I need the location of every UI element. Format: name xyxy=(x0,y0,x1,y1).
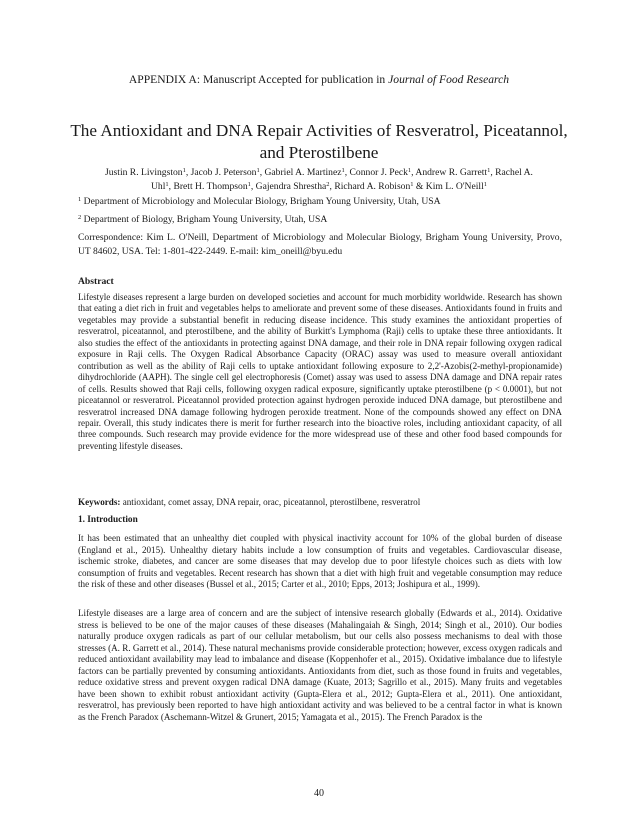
affiliation-1 xyxy=(78,195,562,208)
introduction-heading: 1. Introduction xyxy=(78,515,138,525)
author-affiliation-mark: 1 xyxy=(256,167,260,174)
author: , Gabriel A. Martinez xyxy=(259,167,342,178)
keywords-label: Keywords: xyxy=(78,497,121,507)
author-affiliation-mark: 2 xyxy=(326,180,330,188)
author-affiliation-mark: 1 xyxy=(165,180,169,188)
author: , Andrew R. Garrett xyxy=(411,167,488,178)
author-affiliation-mark: 1 xyxy=(410,180,414,188)
author-affiliation-mark: 1 xyxy=(182,167,186,174)
page-number: 40 xyxy=(314,788,324,799)
introduction-paragraph-2: Lifestyle diseases are a large area of concern and are the subject of intensive research globally (Edwards et al., 2014). Oxidative stress is believed to be one of the major causes of these diseases (Mahalingaiah & Singh, 2014; Singh et al., 2010). Our bodies naturally produce oxygen radicals as part of our cellular metabolism, but our cells also possess mechanisms to deal with those stresses (A. R. Garrett et al., 2014). These natural mechanisms provide considerable protection; however, excess oxygen radicals and reduced antioxidant availability may lead to imbalance and disease (Koppenhofer et al., 2015). Oxidative imbalance due to lifestyle factors can be partially prevented by consuming antioxidants. Antioxidants from diet, such as those found in fruits and vegetables, reduce oxidative stress and prevent oxygen radical DNA damage (Kuate, 2013; Sagrillo et al., 2015). Many fruits and vegetables have been shown to exhibit robust antioxidant activity (Gupta-Elera et al., 2012; Gupta-Elera et al., 2011). One antioxidant, resveratrol, has previously been reported to have high antioxidant activity and was believed to be a central factor in what is known as the French Paradox (Aschemann-Witzel & Grunert, 2015; Yamagata et al., 2015). The French Paradox is the xyxy=(78,608,562,722)
author: , Rachel A. Uhl xyxy=(151,167,533,192)
author: , Jacob J. Peterson xyxy=(185,167,257,178)
author: , Brett H. Thompson xyxy=(168,180,248,192)
correspondence: Correspondence: Kim L. O'Neill, Department of Microbiology and Molecular Biology, Brigham Young University, Provo, UT 84602, USA. Tel: 1-801-422-2449. E-mail: kim_oneill@byu.edu xyxy=(78,232,562,257)
author-list xyxy=(100,166,538,193)
paper-title: The Antioxidant and DNA Repair Activities of Resveratrol, Piceatannol, and Pterostilbene xyxy=(70,121,568,162)
affiliation-number: 2 xyxy=(78,214,82,221)
affiliation-2 xyxy=(78,213,562,226)
abstract-heading: Abstract xyxy=(78,276,114,287)
author: , Connor J. Peck xyxy=(344,167,408,178)
abstract-body: Lifestyle diseases represent a large burden on developed societies and account for much morbidity worldwide. Research has shown that eating a diet rich in fruit and vegetables helps to ameliorate and prevent some of these diseases. Antioxidants found in fruits and vegetables may provide a substantial benefit in reducing disease incidence. This study examines the antioxidant properties of resveratrol, piceatannol, and pterostilbene, and the ability of Burkitt's Lymphoma (Raji) cells to uptake these three antioxidants. It also studies the effect of the antioxidants in protecting against DNA damage, and their role in DNA repair following oxygen radical exposure in Raji cells. The Oxygen Radical Absorbance Capacity (ORAC) assay was used to measure overall antioxidant contribution as well as the ability of Raji cells to uptake antioxidant following exposure to 2,2'-Azobis(2-methyl-propionamide) dihydrochloride (AAPH). The single cell gel electrophoresis (Comet) assay was used to assess DNA damage and DNA repair rates of cells. Results showed that Raji cells, following oxygen radical exposure, significantly uptake pterostilbene (p < 0.0001), but not piceatannol or resveratrol. Piceatannol provided protection against hydrogen peroxide induced DNA damage, but pterostilbene and resveratrol increased DNA damage following hydrogen peroxide treatment. None of the compounds showed any effect on DNA repair. Overall, this study indicates there is merit for further research into the bioactive roles, including antioxidant capacity, of all three compounds. Such research may provide evidence for the more widespread use of these and other food based compounds for preventing lifestyle diseases. xyxy=(78,292,562,451)
keywords xyxy=(78,496,562,508)
introduction-paragraph-1: It has been estimated that an unhealthy diet coupled with physical inactivity account for 10% of the global burden of disease (England et al., 2015). Unhealthy dietary habits include a low consumption of fruits and vegetables. Cardiovascular disease, ischemic stroke, diabetes, and cancer are some diseases that may develop due to poor lifestyle choices such as diets with low consumption of fruits and vegetables. Recent research has shown that a diet with high fruit and vegetable consumption may reduce the risk of these and other diseases (Bussel et al., 2015; Carter et al., 2010; Epps, 2013; Joshipura et al., 1999). xyxy=(78,533,562,590)
author: , Richard A. Robison xyxy=(329,180,411,192)
journal-name: Journal of Food Research xyxy=(388,73,510,86)
author-affiliation-mark: 1 xyxy=(341,167,345,174)
author: & Kim L. O'Neill xyxy=(413,180,484,192)
author-affiliation-mark: 1 xyxy=(407,167,412,174)
affiliation-text: Department of Microbiology and Molecular Biology, Brigham Young University, Utah, USA xyxy=(81,196,441,207)
author: , Gajendra Shrestha xyxy=(250,180,327,192)
keywords-text: antioxidant, comet assay, DNA repair, orac, piceatannol, pterostilbene, resveratrol xyxy=(120,497,421,507)
affiliation-number: 1 xyxy=(78,196,82,203)
author-affiliation-mark: 1 xyxy=(487,167,491,174)
appendix-header xyxy=(0,73,638,86)
author-affiliation-mark: 1 xyxy=(483,180,487,188)
author-affiliation-mark: 1 xyxy=(247,180,251,188)
affiliation-text: Department of Biology, Brigham Young University, Utah, USA xyxy=(81,214,328,225)
appendix-label: APPENDIX A: Manuscript Accepted for publication in xyxy=(128,73,389,86)
author: Justin R. Livingston xyxy=(105,167,183,178)
